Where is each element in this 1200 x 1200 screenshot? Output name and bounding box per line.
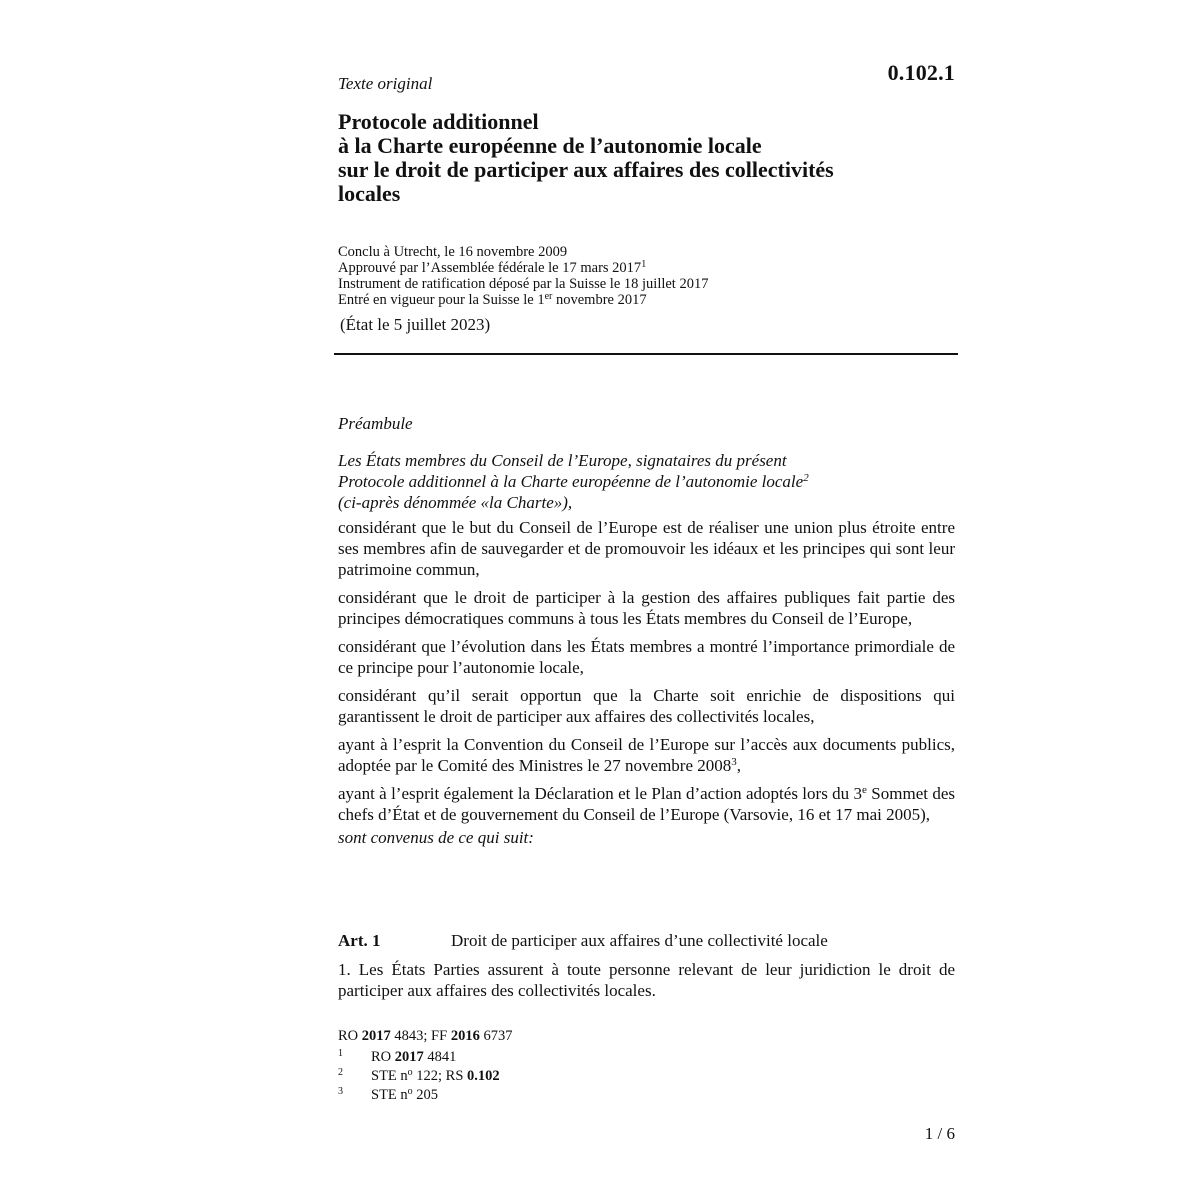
preamble-paragraph: ayant à l’esprit la Convention du Conseil de l’Europe sur l’accès aux documents publics, adoptée par le Comité des Ministres le 27 novembre 2008$^3$,	[338, 735, 955, 775]
footnote-3: 3 STE $n^o$ 205	[338, 1086, 439, 1103]
preamble-paragraph: considérant qu’il serait opportun que la Charte soit enrichie de dispositions qui garantissent le droit de participer aux affaires des collectivités locales,	[338, 686, 955, 726]
title-line: locales	[338, 181, 401, 206]
footnotes	[338, 1046, 500, 1103]
concluded-line: Conclu à Utrecht, le 16 novembre 2009	[338, 244, 568, 260]
page-number: 1 / 6	[924, 1124, 955, 1143]
title-line: Protocole additionnel	[338, 109, 539, 134]
status-date: (État le 5 juillet 2023)	[340, 315, 491, 334]
article-heading	[338, 931, 828, 951]
original-text-label: Texte original	[338, 74, 433, 93]
preamble-intro: Les États membres du Conseil de l’Europe, signataires du présent Protocole additionnel à la Charte européenne de l’autonomie locale$^2$ (ci-après dénommée «la Charte»),	[338, 451, 809, 512]
header-divider	[334, 353, 958, 355]
ratification-line: Instrument de ratification déposé par la Suisse le 18 juillet 2017	[338, 276, 709, 292]
footnote-ref[interactable]: 1	[641, 259, 647, 270]
title-line: sur le droit de participer aux affaires des collectivités	[338, 157, 834, 182]
document-code: 0.102.1	[887, 60, 955, 85]
document-title	[338, 110, 958, 206]
approved-line: Approuvé par l’Assemblée fédérale le 17 mars 2017$^1$	[338, 259, 647, 276]
preamble-title: Préambule	[338, 414, 413, 433]
footnote-ref[interactable]: 3	[731, 756, 737, 768]
footnote-1: 1 RO 2017 4841	[338, 1048, 457, 1065]
preamble-paragraph: ayant à l’esprit également la Déclaration et le Plan d’action adoptés lors du 3e Sommet des chefs d’État et de gouvernement du Conseil de l’Europe (Varsovie, 16 et 17 mai 2005),	[338, 784, 955, 824]
article-number: Art. 1	[338, 931, 381, 950]
preamble-body	[338, 450, 955, 852]
footnote-ref[interactable]: 2	[803, 472, 809, 484]
publication-reference: RO 2017 4843; FF 2016 6737	[338, 1028, 513, 1044]
preamble-paragraph: considérant que l’évolution dans les États membres a montré l’importance primordiale de ce principe pour l’autonomie locale,	[338, 637, 955, 677]
article-title: Droit de participer aux affaires d’une collectivité locale	[451, 931, 828, 950]
preamble-paragraph: considérant que le droit de participer à la gestion des affaires publiques fait partie des principes démocratiques communs à tous les États membres du Conseil de l’Europe,	[338, 588, 955, 628]
title-line: à la Charte européenne de l’autonomie locale	[338, 133, 762, 158]
preamble-closing: sont convenus de ce qui suit:	[338, 828, 534, 847]
article-paragraph: 1. Les États Parties assurent à toute personne relevant de leur juridiction le droit de participer aux affaires des collectivités locales.	[338, 960, 955, 1000]
document-metadata	[338, 244, 708, 308]
footnote-2: 2 STE $n^o$ 122; RS 0.102	[338, 1067, 500, 1084]
preamble-paragraph: considérant que le but du Conseil de l’Europe est de réaliser une union plus étroite entre ses membres afin de sauvegarder et de promouvoir les idéaux et les principes qui sont leur patrimoine commun,	[338, 518, 955, 579]
entry-into-force-line: Entré en vigueur pour la Suisse le 1er novembre 2017	[338, 291, 647, 308]
